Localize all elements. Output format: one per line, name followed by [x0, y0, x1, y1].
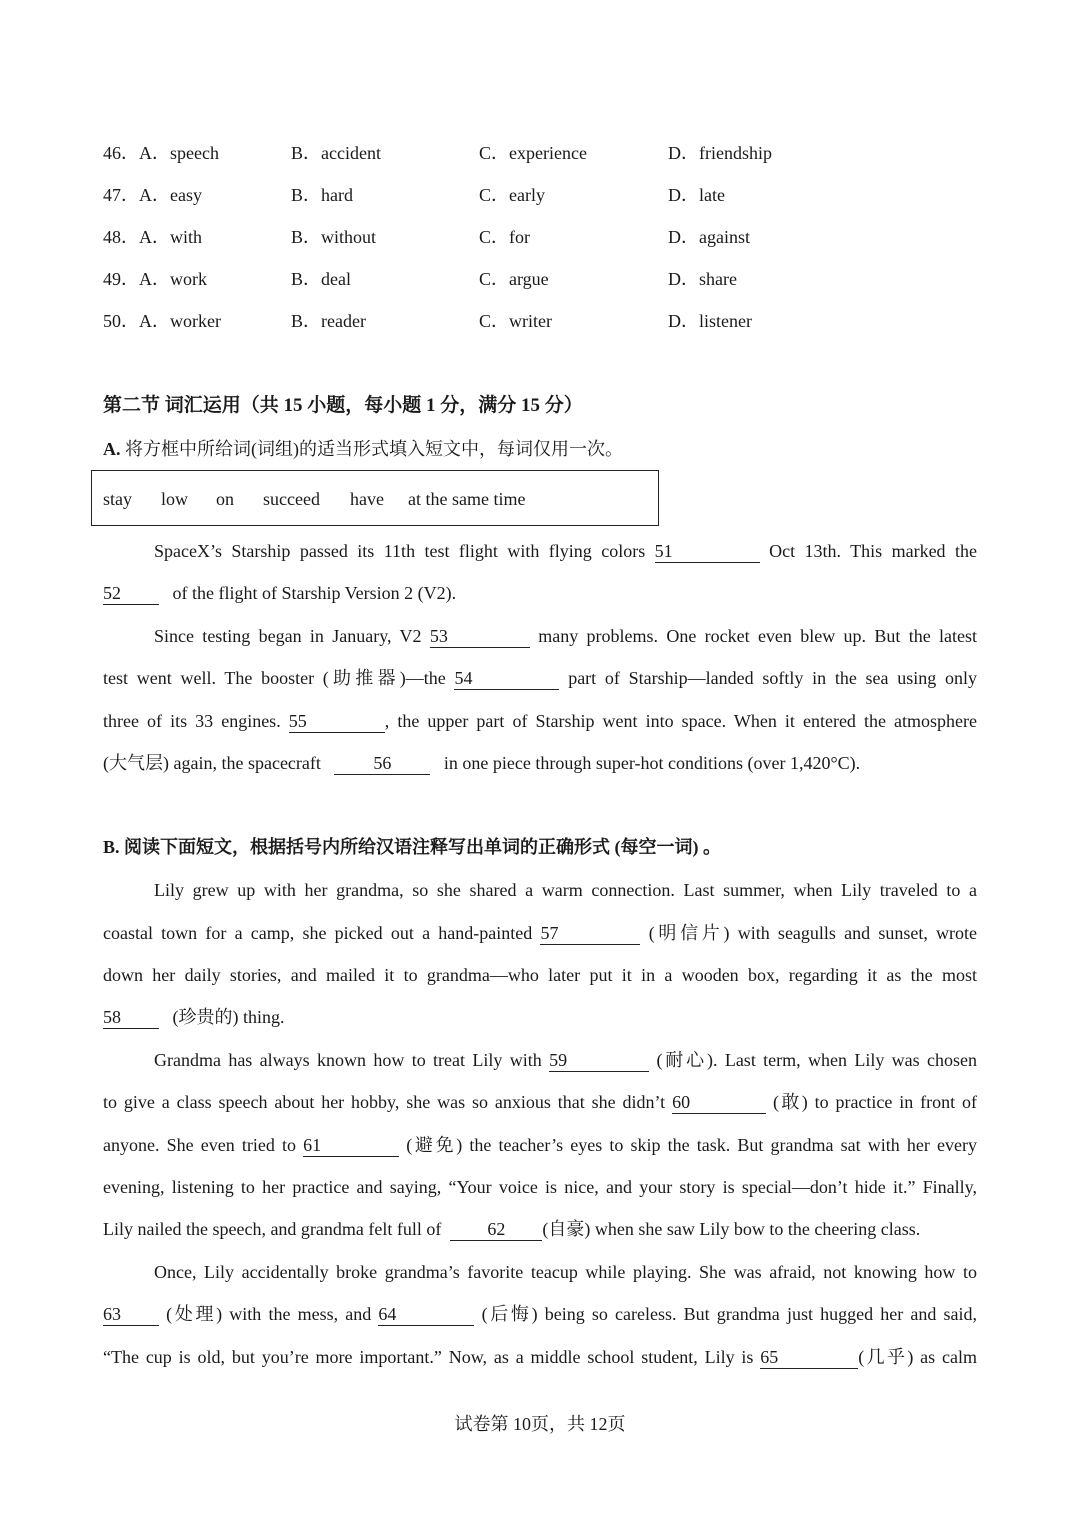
mc-option-d: D．listener — [668, 311, 752, 331]
text: in one piece through super-hot conditions (over 1,420°C). — [443, 753, 861, 773]
text: Oct 13th. This marked the — [769, 541, 977, 561]
blank-51[interactable]: 51 — [655, 540, 760, 563]
text: , the upper part of Starship went into space. When it entered the atmosphere — [384, 711, 978, 731]
mc-option-b: B．deal — [291, 269, 351, 289]
passage-b-line-8: evening, listening to her practice and saying, “Your voice is nice, and your story is special—don’t hide it.” Finally, — [103, 1177, 977, 1197]
question-number: 50． — [103, 311, 139, 331]
passage-a-line-4 — [103, 663, 977, 693]
blank-57[interactable]: 57 — [540, 922, 640, 945]
passage-a-line-3 — [154, 621, 977, 651]
blank-55[interactable]: 55 — [289, 710, 385, 733]
question-number: 46． — [103, 143, 139, 163]
part-a-instruction — [103, 435, 623, 463]
text: (珍贵的) thing. — [172, 1007, 285, 1027]
blank-64[interactable]: 64 — [378, 1303, 474, 1326]
passage-a-line-1 — [154, 536, 977, 566]
text: (后悔) being so careless. But grandma just hugged her and said, — [481, 1304, 978, 1324]
text: SpaceX’s Starship passed its 11th test flight with flying colors — [154, 541, 646, 561]
mc-option-d: D．late — [668, 185, 725, 205]
blank-63[interactable]: 63 — [103, 1303, 159, 1326]
blank-52[interactable]: 52 — [103, 582, 159, 605]
text: (自豪) when she saw Lily bow to the cheering class. — [542, 1219, 921, 1239]
text: many problems. One rocket even blew up. But the latest — [538, 626, 978, 646]
text: Grandma has always known how to treat Lily with — [154, 1050, 542, 1070]
mc-option-c: C．early — [479, 185, 545, 205]
blank-56[interactable]: 56 — [334, 752, 430, 775]
section-title: 第二节 词汇运用（共 15 小题，每小题 1 分，满分 15 分） — [103, 395, 583, 416]
blank-61[interactable]: 61 — [303, 1134, 399, 1157]
passage-b-line-2 — [103, 918, 977, 948]
mc-option-c: C．argue — [479, 269, 549, 289]
passage-b-line-9 — [103, 1214, 977, 1244]
part-b-text: 阅读下面短文，根据括号内所给汉语注释写出单词的正确形式 (每空一词) 。 — [119, 837, 722, 857]
text: anyone. She even tried to — [103, 1135, 296, 1155]
text: (敢) to practice in front of — [772, 1092, 978, 1112]
word-bank-item: low — [161, 489, 188, 509]
text: part of Starship—landed softly in the sea using only — [568, 668, 977, 688]
text: Since testing began in January, V2 — [154, 626, 422, 646]
blank-60[interactable]: 60 — [672, 1091, 766, 1114]
mc-option-b: B．hard — [291, 185, 353, 205]
part-a-label: A. — [103, 439, 121, 459]
passage-b-line-11 — [103, 1299, 977, 1329]
blank-59[interactable]: 59 — [549, 1049, 649, 1072]
word-bank-item: at the same time — [408, 489, 526, 509]
word-bank-item: stay — [103, 489, 132, 509]
text: three of its 33 engines. — [103, 711, 281, 731]
blank-62[interactable]: 62 — [450, 1218, 542, 1241]
option-text: A．easy — [139, 185, 202, 205]
mc-option-a — [103, 222, 202, 252]
question-number: 49． — [103, 269, 139, 289]
passage-b-line-12 — [103, 1342, 977, 1372]
mc-option-c: C．for — [479, 227, 530, 247]
mc-option-a — [103, 306, 221, 336]
passage-b-line-10: Once, Lily accidentally broke grandma’s favorite teacup while playing. She was afraid, not knowing how to — [154, 1262, 977, 1282]
passage-b-line-5 — [154, 1045, 977, 1075]
text: (明信片) with seagulls and sunset, wrote — [648, 923, 978, 943]
passage-a-line-5 — [103, 706, 977, 736]
mc-option-d: D．share — [668, 269, 737, 289]
mc-option-a — [103, 180, 202, 210]
text: (几乎) as calm — [858, 1347, 978, 1367]
mc-option-c: C．writer — [479, 311, 552, 331]
option-text: A．speech — [139, 143, 219, 163]
question-number: 47． — [103, 185, 139, 205]
word-bank-item: on — [216, 489, 234, 509]
passage-b-line-7 — [103, 1130, 977, 1160]
blank-58[interactable]: 58 — [103, 1006, 159, 1029]
passage-b-line-4 — [103, 1002, 977, 1032]
word-bank-item: succeed — [263, 489, 320, 509]
mc-option-b: B．accident — [291, 143, 381, 163]
blank-53[interactable]: 53 — [430, 625, 530, 648]
part-b-label: B. — [103, 837, 120, 857]
mc-option-b: B．without — [291, 227, 377, 247]
mc-option-d: D．friendship — [668, 143, 772, 163]
option-text: A．with — [139, 227, 202, 247]
text: “The cup is old, but you’re more important.” Now, as a middle school student, Lily is — [103, 1347, 754, 1367]
part-a-text: 将方框中所给词(词组)的适当形式填入短文中，每词仅用一次。 — [120, 439, 623, 459]
option-text: A．worker — [139, 311, 221, 331]
text: (避免) the teacher’s eyes to skip the task. But grandma sat with her every — [406, 1135, 977, 1155]
part-b-instruction — [103, 833, 721, 861]
text: (耐心). Last term, when Lily was chosen — [656, 1050, 978, 1070]
option-text: A．work — [139, 269, 207, 289]
passage-b-line-1: Lily grew up with her grandma, so she shared a warm connection. Last summer, when Lily traveled to a — [154, 880, 977, 900]
word-bank-item: have — [350, 489, 384, 509]
text: Lily nailed the speech, and grandma felt full of — [103, 1219, 442, 1239]
passage-a-line-2 — [103, 578, 977, 608]
mc-option-c: C．experience — [479, 143, 587, 163]
text: test went well. The booster (助推器)—the — [103, 668, 446, 688]
word-bank-box — [91, 470, 659, 526]
text: coastal town for a camp, she picked out a hand-painted — [103, 923, 533, 943]
blank-54[interactable]: 54 — [454, 667, 559, 690]
mc-option-d: D．against — [668, 227, 750, 247]
blank-65[interactable]: 65 — [760, 1346, 858, 1369]
mc-option-a — [103, 264, 207, 294]
passage-b-line-6 — [103, 1087, 977, 1117]
text: to give a class speech about her hobby, she was so anxious that she didn’t — [103, 1092, 666, 1112]
mc-option-a — [103, 138, 219, 168]
text: of the flight of Starship Version 2 (V2). — [172, 583, 457, 603]
passage-a-line-6 — [103, 748, 977, 778]
text: (处理) with the mess, and — [166, 1304, 372, 1324]
page-footer: 试卷第 10页，共 12页 — [454, 1414, 626, 1434]
question-number: 48． — [103, 227, 139, 247]
passage-b-line-3: down her daily stories, and mailed it to grandma—who later put it in a wooden box, regarding it as the most — [103, 965, 977, 985]
text: (大气层) again, the spacecraft — [103, 753, 321, 773]
mc-option-b: B．reader — [291, 311, 366, 331]
